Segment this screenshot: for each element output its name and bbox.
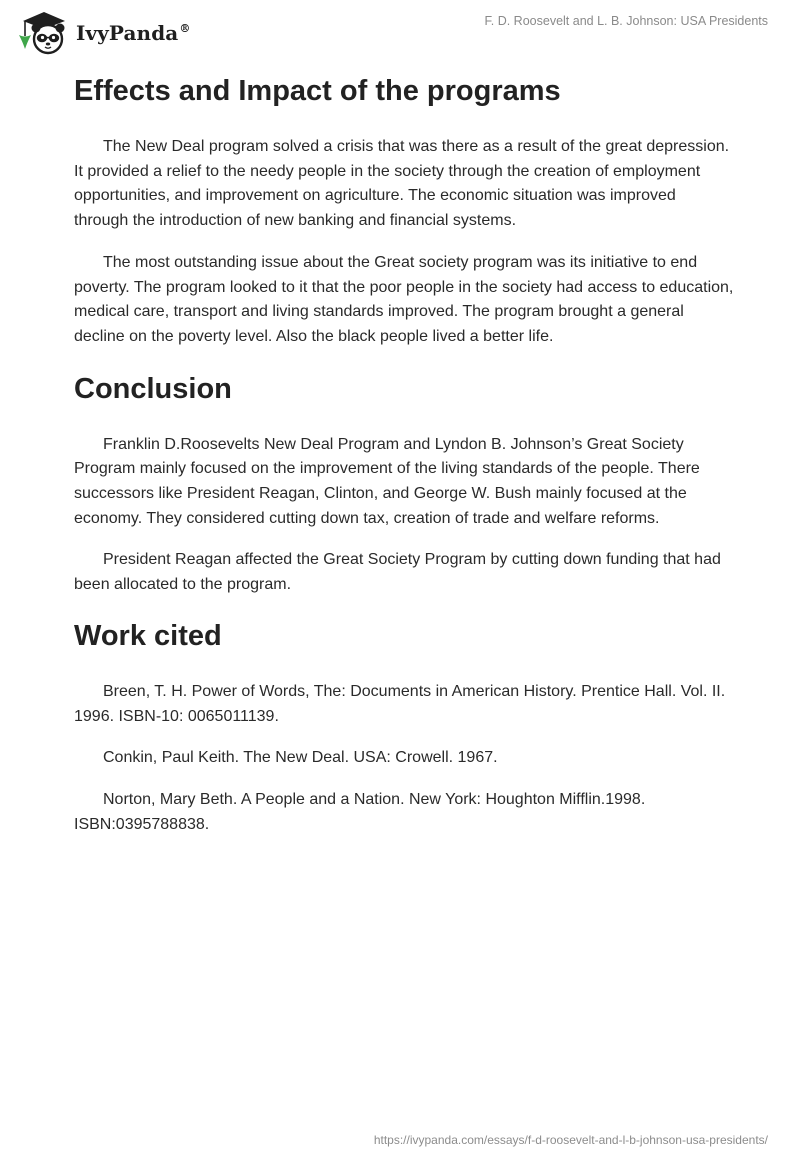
logo-text: IvyPanda: [76, 21, 179, 45]
registered-mark: ®: [179, 22, 191, 36]
section-title-work-cited: Work cited: [74, 619, 222, 652]
section-title-effects: Effects and Impact of the programs: [74, 75, 561, 107]
running-title: F. D. Roosevelt and L. B. Johnson: USA Presidents: [484, 14, 768, 28]
logo-wordmark: [76, 21, 190, 45]
citation: Norton, Mary Beth. A People and a Nation. New York: Houghton Mifflin.1998. ISBN:0395788838.: [74, 790, 646, 833]
source-url-link[interactable]: https://ivypanda.com/essays/f-d-roosevelt-and-l-b-johnson-usa-presidents/: [373, 1133, 768, 1147]
paragraph: The most outstanding issue about the Great society program was its initiative to end poverty. The program looked to it that the poor people in the society had access to education, medical care, transport and living standards improved. The program brought a general decline on the poverty level. Also the black people lived a better life.: [74, 253, 734, 345]
section-title-conclusion: Conclusion: [74, 372, 232, 405]
citation: Conkin, Paul Keith. The New Deal. USA: Crowell. 1967.: [103, 749, 498, 767]
citation: Breen, T. H. Power of Words, The: Documents in American History. Prentice Hall. Vol. II. 1996. ISBN-10: 0065011139.: [74, 682, 726, 725]
paragraph: Franklin D.Roosevelts New Deal Program and Lyndon B. Johnson’s Great Society Program mainly focused on the improvement of the living standards of the people. There successors like President Reagan, Clinton, and George W. Bush mainly focused at the economy. They considered cutting down tax, creation of trade and welfare reforms.: [74, 435, 700, 527]
paragraph: The New Deal program solved a crisis that was there as a result of the great depression. It provided a relief to the needy people in the society through the creation of employment opportunities, and improvement on agriculture. The economic situation was improved through the introduction of new banking and financial systems.: [74, 138, 730, 230]
paragraph: President Reagan affected the Great Society Program by cutting down funding that had been allocated to the program.: [74, 551, 721, 594]
ivypanda-logo[interactable]: [15, 8, 190, 56]
page-header: [0, 0, 800, 60]
panda-graduate-logo-icon: [15, 8, 73, 56]
essay-content: [74, 68, 734, 837]
